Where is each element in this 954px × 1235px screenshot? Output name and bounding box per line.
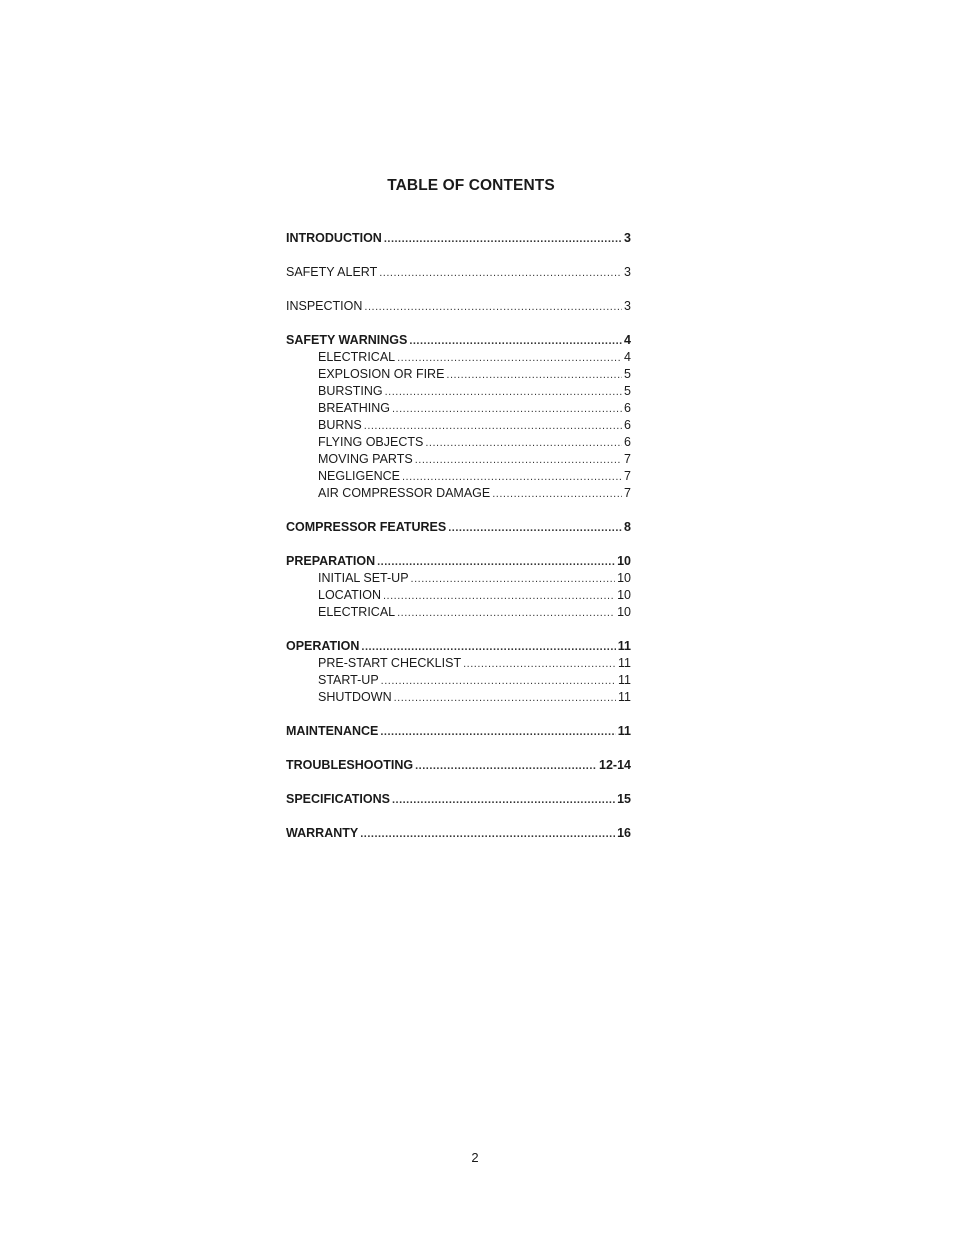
toc-entry-title: INTRODUCTION — [286, 231, 382, 245]
toc-entry-page: 7 — [624, 486, 631, 500]
toc-entry-page: 5 — [624, 367, 631, 381]
toc-entry-title: SAFETY WARNINGS — [286, 333, 408, 347]
toc-entry-inspection — [286, 298, 631, 315]
toc-entry-title: ELECTRICAL — [318, 350, 396, 364]
toc-entry-title: NEGLIGENCE — [318, 469, 400, 483]
dot-leader — [446, 367, 622, 383]
toc-subentry-location — [286, 587, 631, 604]
dot-leader — [392, 401, 622, 417]
toc-entry-title: PRE-START CHECKLIST — [318, 656, 462, 670]
toc-entry-page: 12-14 — [599, 758, 631, 772]
toc-entry-specifications — [286, 791, 631, 808]
toc-subentry-electrical-prep — [286, 604, 631, 621]
toc-entry-safety-warnings — [286, 332, 631, 349]
dot-leader — [383, 588, 615, 604]
toc-entry-title: WARRANTY — [286, 826, 359, 840]
toc-entry-warranty — [286, 825, 631, 842]
toc-subentry-moving-parts — [286, 451, 631, 468]
toc-subentry-burns — [286, 417, 631, 434]
toc-entry-title: PREPARATION — [286, 554, 376, 568]
dot-leader — [361, 639, 615, 655]
toc-entry-title: MAINTENANCE — [286, 724, 379, 738]
toc-entry-title: SAFETY ALERT — [286, 265, 378, 279]
toc-entry-page: 5 — [624, 384, 631, 398]
dot-leader — [425, 435, 622, 451]
toc-entry-page: 3 — [624, 265, 631, 279]
toc-entry-page: 11 — [618, 656, 631, 670]
toc-subentry-pre-start-checklist — [286, 655, 631, 672]
dot-leader — [415, 452, 622, 468]
toc-subentry-shutdown — [286, 689, 631, 706]
toc-entry-title: ELECTRICAL — [318, 605, 396, 619]
toc-entry-page: 7 — [624, 452, 631, 466]
toc-entry-preparation — [286, 553, 631, 570]
toc-entry-page: 10 — [617, 605, 631, 619]
toc-entry-title: TROUBLESHOOTING — [286, 758, 414, 772]
toc-entry-compressor-features — [286, 519, 631, 536]
toc-subentry-explosion-or-fire — [286, 366, 631, 383]
toc-entry-title: COMPRESSOR FEATURES — [286, 520, 447, 534]
toc-entry-page: 3 — [624, 299, 631, 313]
toc-entry-page: 6 — [624, 418, 631, 432]
toc-entry-page: 11 — [618, 690, 631, 704]
dot-leader — [448, 520, 622, 536]
toc-entry-page: 10 — [617, 554, 631, 568]
toc-entry-title: BREATHING — [318, 401, 390, 415]
dot-leader — [492, 486, 622, 502]
toc-subentry-electrical — [286, 349, 631, 366]
toc-entry-operation — [286, 638, 631, 655]
toc-entry-page: 11 — [617, 724, 631, 738]
toc-entry-page: 11 — [618, 673, 631, 687]
toc-entry-page: 6 — [624, 401, 631, 415]
dot-leader — [394, 690, 616, 706]
toc-entry-page: 16 — [617, 826, 631, 840]
dot-leader — [463, 656, 616, 672]
dot-leader — [415, 758, 597, 774]
dot-leader — [409, 333, 622, 349]
dot-leader — [397, 605, 615, 621]
toc-entry-page: 10 — [617, 571, 631, 585]
toc-entry-troubleshooting — [286, 757, 631, 774]
dot-leader — [364, 418, 622, 434]
page-number: 2 — [471, 1150, 479, 1165]
toc-entry-page: 3 — [624, 231, 631, 245]
toc-entry-title: LOCATION — [318, 588, 381, 602]
dot-leader — [411, 571, 616, 587]
toc-entry-title: BURSTING — [318, 384, 383, 398]
toc-entry-page: 8 — [624, 520, 631, 534]
dot-leader — [379, 265, 622, 281]
toc-entry-maintenance — [286, 723, 631, 740]
toc-entry-title: SPECIFICATIONS — [286, 792, 390, 806]
dot-leader — [402, 469, 622, 485]
toc-entry-page: 11 — [617, 639, 631, 653]
dot-leader — [384, 231, 622, 247]
dot-leader — [380, 724, 615, 740]
dot-leader — [385, 384, 622, 400]
toc-entry-title: START-UP — [318, 673, 379, 687]
toc-entry-page: 7 — [624, 469, 631, 483]
toc-entry-page: 4 — [624, 333, 631, 347]
toc-entry-title: FLYING OBJECTS — [318, 435, 424, 449]
toc-entry-page: 6 — [624, 435, 631, 449]
dot-leader — [364, 299, 622, 315]
toc-entry-title: INITIAL SET-UP — [318, 571, 409, 585]
toc-subentry-air-compressor-damage — [286, 485, 631, 502]
dot-leader — [377, 554, 615, 570]
toc-entry-title: EXPLOSION OR FIRE — [318, 367, 445, 381]
toc-entry-title: OPERATION — [286, 639, 360, 653]
toc-subentry-initial-set-up — [286, 570, 631, 587]
toc-entry-title: AIR COMPRESSOR DAMAGE — [318, 486, 491, 500]
dot-leader — [392, 792, 615, 808]
toc-entry-safety-alert — [286, 264, 631, 281]
dot-leader — [360, 826, 615, 842]
toc-entry-page: 4 — [624, 350, 631, 364]
toc-subentry-bursting — [286, 383, 631, 400]
page-title: TABLE OF CONTENTS — [387, 177, 555, 194]
dot-leader — [381, 673, 616, 689]
toc-subentry-negligence — [286, 468, 631, 485]
toc-entry-page: 15 — [617, 792, 631, 806]
toc-entry-page: 10 — [617, 588, 631, 602]
toc-entry-title: BURNS — [318, 418, 362, 432]
toc-subentry-start-up — [286, 672, 631, 689]
table-of-contents — [286, 230, 631, 842]
toc-entry-title: SHUTDOWN — [318, 690, 392, 704]
toc-entry-introduction — [286, 230, 631, 247]
toc-subentry-breathing — [286, 400, 631, 417]
toc-entry-title: MOVING PARTS — [318, 452, 413, 466]
toc-entry-title: INSPECTION — [286, 299, 363, 313]
toc-subentry-flying-objects — [286, 434, 631, 451]
dot-leader — [397, 350, 622, 366]
